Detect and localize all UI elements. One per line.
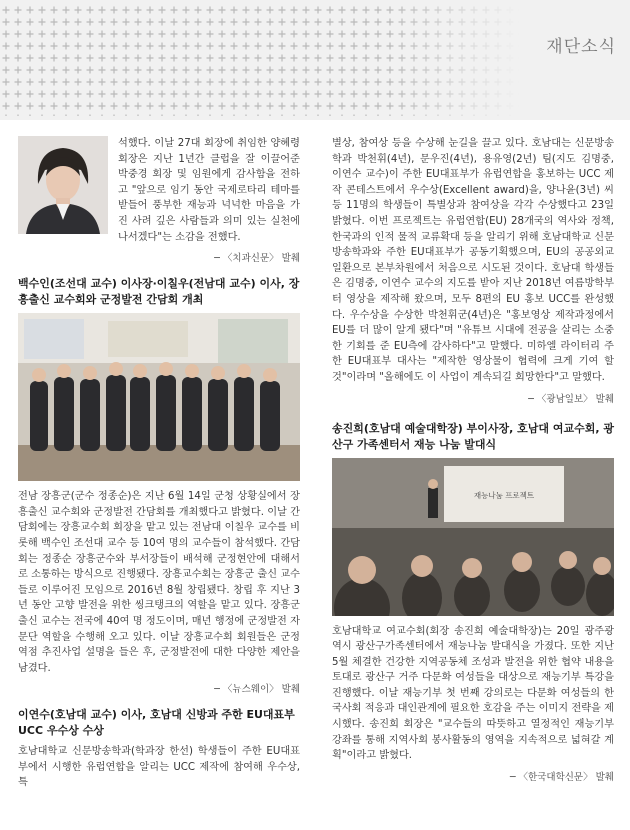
screen-text: 재능나눔 프로젝트 bbox=[473, 490, 535, 500]
plus-pattern bbox=[0, 4, 520, 116]
intro-text: 석했다. 이날 27대 회장에 취임한 양혜령 회장은 지난 1년간 클럽을 잘 이끌어준 박중경 회장 및 임원에게 감사함을 전하고 "앞으로 임기 동안 국제로타리 테마를 받들어 풍부한 재능과 넉넉한 마음을 가진 사려 깊은 사람들과 의미 있는 실천에 나서겠다"는 소감을 전했다. bbox=[118, 138, 300, 243]
left-column bbox=[18, 136, 300, 791]
source-credit: ─ 〈한국대학신문〉 발췌 bbox=[509, 771, 614, 783]
article-headline: 이연수(호남대 교수) 이사, 호남대 신방과 주한 EU대표부 UCC 우수상 수상 bbox=[18, 708, 295, 738]
source-credit: ─ 〈뉴스웨이〉 발췌 bbox=[214, 684, 300, 696]
article-headline: 백수인(조선대 교수) 이사장·이칠우(전남대 교수) 이사, 장흥출신 교수회와 군정발전 간담회 개최 bbox=[18, 277, 300, 307]
source-credit: ─ 〈치과신문〉 발췌 bbox=[214, 253, 300, 265]
article-body: 호남대학교 신문방송학과(학과장 한선) 학생들이 주한 EU대표부에서 시행한 유럽연합을 알리는 UCC 제작에 참여해 우수상, 특 bbox=[18, 746, 300, 789]
header-banner bbox=[0, 0, 630, 120]
portrait-photo bbox=[18, 136, 108, 234]
right-column bbox=[332, 136, 614, 783]
article-headline: 송진희(호남대 예술대학장) 부이사장, 호남대 여교수회, 광산구 가족센터서 재능 나눔 발대식 bbox=[332, 421, 614, 451]
event-photo bbox=[332, 458, 614, 616]
source-credit: ─ 〈광남일보〉 발췌 bbox=[528, 393, 614, 405]
group-photo bbox=[18, 313, 300, 481]
article-body: 호남대학교 여교수회(회장 송진희 예술대학장)는 20일 광주광역시 광산구가족센터에서 재능나눔 발대식을 가졌다. 또한 지난 5월 체결한 건강한 지역공동체 조성과 발전을 위한 협약 내용을 토대로 광산구 거주 다문화 여성들을 대상으로 재능기부 특강을 진행했다. 이날 재능기부 첫 번째 강의로는 다문화 여성들의 한국사회 적응과 대인관계에 필요한 호감을 주는 이미지 전략을 제시했다. 송진희 회장은 "교수들의 따뜻하고 열정적인 재능기부 강좌를 통해 지역사회 봉사활동의 영역을 지속적으로 넓혀갈 계획"이라고 밝혔다. bbox=[332, 625, 614, 762]
section-title: 재단소식 bbox=[546, 37, 616, 57]
article-body: 전남 장흥군(군수 정종순)은 지난 6월 14일 군청 상황실에서 장흥출신 교수회와 군정발전 간담회를 개최했다고 밝혔다. 이날 간담회에는 장흥교수회 회장을 맡고 있는 전남대 이칠우 교수를 비롯해 백수인 조선대 교수 등 10여 명의 교수들이 참석했다. 간담회는 정종순 장흥군수와 부서장들이 배석해 군정현안에 대해서로 소통하는 방식으로 진행됐다. 장흥교수회는 장흥군 출신 교수들로 이루어진 모임으로 2016년 8월 창립됐다. 창립 후 지난 3년 동안 고향 발전을 위한 씽크탱크의 역할을 맡고 있다. 장흥군 출신 교수는 전국에 40여 명 정도이며, 매년 행정에 군정발전 자문단 역할을 수행해 오고 있다. 이날 장흥교수회 회원들은 군정 역점 추진사업 설명을 들은 후, 군정발전에 대한 다양한 제안을 남겼다. bbox=[18, 491, 300, 674]
article-body: 별상, 참여상 등을 수상해 눈길을 끌고 있다. 호남대는 신문방송학과 박천휘(4년), 문우진(4년), 용유영(2년) 팀(지도 김명중, 이연수 교수)이 주한 EU대표부가 유럽연합을 홍보하는 UCC 제작 콘테스트에서 우수상(Excellent award)을, 양나윤(3년) 씨 등 11명의 학생들이 특별상과 참여상을 각각 수상했다고 23일 밝혔다. 이번 프로젝트는 유럽연합(EU) 28개국의 역사와 정책, 한국과의 인적 물적 교류확대 등을 알리기 위해 호남대학교 신문방송학과와 주한 EU대표부가 공동기획했으며, EU의 공공외교 일환으로 본부차원에서 처음으로 시도된 것이다. 호남대 학생들은 김명중, 이연수 교수의 지도를 받아 지난 2018년 여름방학부터 영상을 제작해 왔으며, 모두 8편의 EU 홍보 UCC를 완성했다. 우수상을 수상한 박천휘군(4년)은 "홍보영상 제작과정에서 EU를 더 많이 알게 됐다"며 "유튜브 시대에 전공을 살리는 소중한 기회를 준 EU측에 감사하다"고 말했다. 미하엘 라이터리 주한 EU대표부 대사는 "제작한 영상물이 협력에 크게 기여 할 것"이라며 "올해에도 이 사업이 계속되길 희망한다"고 말했다. bbox=[332, 138, 614, 383]
article-intro bbox=[18, 136, 300, 245]
